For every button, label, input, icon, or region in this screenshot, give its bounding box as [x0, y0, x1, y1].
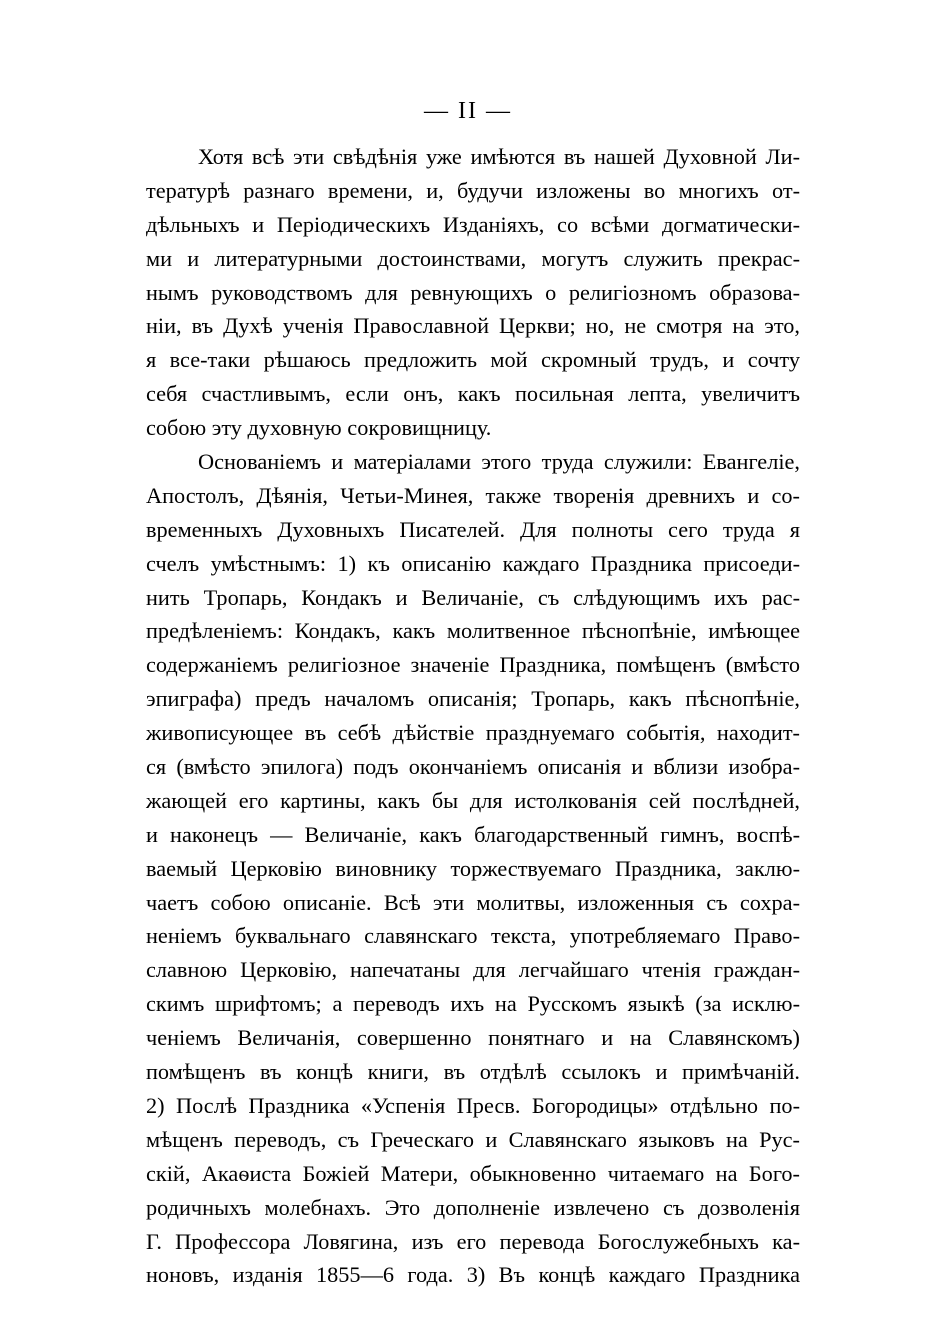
paragraph-1-line: я все-таки рѣшаюсь предложить мой скромный трудъ, и сочту	[146, 347, 800, 373]
paragraph-1-line: Хотя всѣ эти свѣдѣнія уже имѣются въ нашей Духовной Ли-	[198, 144, 800, 169]
paragraph-2-line: ся (вмѣсто эпилога) подъ окончаніемъ описанія и вблизи изобра-	[146, 754, 800, 780]
paragraph-2-line: живописующее въ себѣ дѣйствіе празднуемаго событія, находит-	[146, 720, 800, 746]
paragraph-2-line: Апостолъ, Дѣянія, Четьи-Минея, также творенія древнихъ и со-	[146, 482, 800, 508]
paragraph-2-line: ченіемъ Величанія, совершенно понятнаго и на Славянскомъ)	[146, 1025, 800, 1051]
paragraph-2-line: ноновъ, изданія 1855—6 года. 3) Въ концѣ каждаго Праздника	[146, 1262, 800, 1288]
paragraph-1-line: нымъ руководствомъ для ревнующихъ о религіозномъ образова-	[146, 279, 800, 305]
paragraph-2-line: нить Тропарь, Кондакъ и Величаніе, съ слѣдующимъ ихъ рас-	[146, 584, 800, 610]
paragraph-2-line: родичныхъ молебнахъ. Это дополненіе извлечено съ дозволенія	[146, 1194, 800, 1220]
paragraph-2-line: помѣщенъ въ концѣ книги, въ отдѣлѣ ссылокъ и примѣчаній.	[146, 1059, 800, 1085]
paragraph-2-line: скимъ шрифтомъ; а переводъ ихъ на Русскомъ языкѣ (за исклю-	[146, 991, 800, 1017]
paragraph-2-line: чаетъ собою описаніе. Всѣ эти молитвы, изложенныя съ сохра-	[146, 889, 800, 915]
paragraph-2-line: 2) Послѣ Праздника «Успенія Пресв. Богородицы» отдѣльно по-	[146, 1092, 800, 1118]
body-text	[146, 140, 800, 1292]
paragraph-2-line: жающей его картины, какъ бы для истолкованія сей послѣдней,	[146, 787, 800, 813]
paragraph-2-line: и наконецъ — Величаніе, какъ благодарственный гимнъ, воспѣ-	[146, 821, 800, 847]
paragraph-1-line: себя счастливымъ, если онъ, какъ посильная лепта, увеличитъ	[146, 381, 800, 407]
paragraph-2-line: неніемъ буквальнаго славянскаго текста, употребляемаго Право-	[146, 923, 800, 949]
paragraph-2-line: скій, Акаѳиста Божіей Матери, обыкновенно читаемаго на Бого-	[146, 1160, 800, 1186]
paragraph-2-line: мѣщенъ переводъ, съ Греческаго и Славянскаго языковъ на Рус-	[146, 1126, 800, 1152]
paragraph-2-line: предѣленіемъ: Кондакъ, какъ молитвенное пѣснопѣніе, имѣющее	[146, 618, 800, 644]
paragraph-2-line: временныхъ Духовныхъ Писателей. Для полноты сего труда я	[146, 516, 800, 542]
paragraph-2-line: счелъ умѣстнымъ: 1) къ описанію каждаго Праздника присоеди-	[146, 550, 800, 576]
paragraph-1-line: собою эту духовную сокровищницу.	[146, 415, 492, 441]
paragraph-2-line: славною Церковію, напечатаны для легчайшаго чтенія граждан-	[146, 957, 800, 983]
page-number: — II —	[424, 98, 512, 124]
paragraph-2-line: ваемый Церковію виновнику торжествуемаго Праздника, заклю-	[146, 855, 800, 881]
paragraph-1-line: тературѣ разнаго времени, и, будучи изложены во многихъ от-	[146, 177, 800, 203]
paragraph-2-line: Основаніемъ и матеріалами этого труда служили: Евангеліе,	[198, 449, 800, 475]
paragraph-2-line: содержаніемъ религіозное значеніе Праздника, помѣщенъ (вмѣсто	[146, 652, 800, 678]
paragraph-2-line: Г. Профессора Ловягина, изъ его перевода Богослужебныхъ ка-	[146, 1228, 800, 1254]
paragraph-1-line: дѣльныхъ и Періодическихъ Изданіяхъ, со всѣми догматически-	[146, 211, 800, 237]
paragraph-2-line: эпиграфа) предъ началомъ описанія; Тропарь, какъ пѣснопѣніе,	[146, 686, 800, 712]
paragraph-1-line: ми и литературными достоинствами, могутъ служить прекрас-	[146, 245, 800, 271]
paragraph-1-line: ніи, въ Духѣ ученія Православной Церкви; но, не смотря на это,	[146, 313, 800, 339]
